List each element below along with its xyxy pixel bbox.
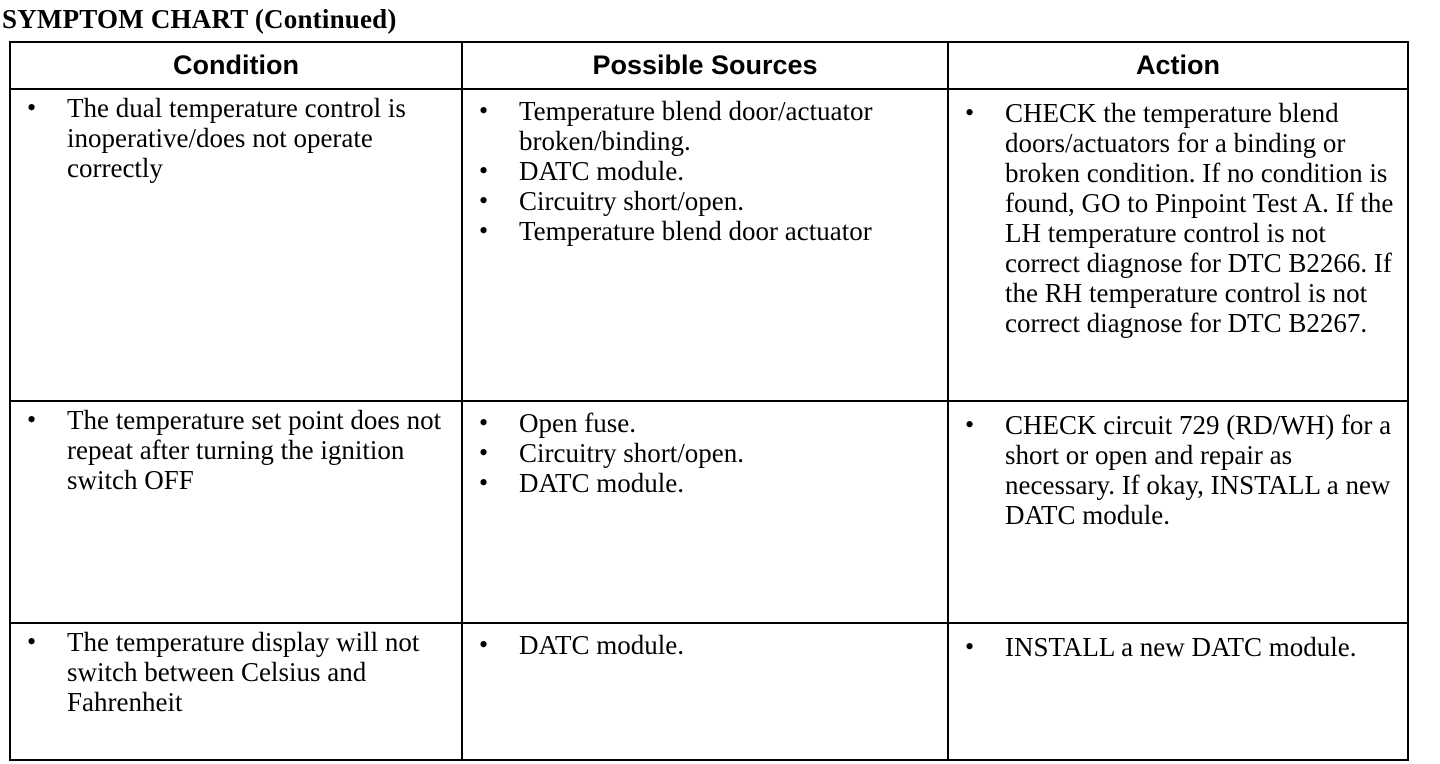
action-cell	[948, 623, 1408, 760]
list-item: • DATC module.	[519, 468, 939, 498]
header-possible-sources: Possible Sources	[462, 42, 948, 89]
list-item: • CHECK the temperature blend doors/actuators for a binding or broken condition. If no condition is found, GO to Pinpoint Test A. If the LH temperature control is not correct diagnose for DTC B2266. If the RH temperature control is not correct diagnose for DTC B2267.	[1005, 98, 1399, 338]
list-item: • DATC module.	[519, 630, 939, 660]
action-cell	[948, 89, 1408, 401]
list-item: • Circuitry short/open.	[519, 186, 939, 216]
list-item: • DATC module.	[519, 156, 939, 186]
action-list	[949, 90, 1407, 338]
sources-list	[463, 402, 947, 498]
header-row	[10, 42, 1408, 89]
condition-cell	[10, 623, 462, 760]
list-item: • The temperature set point does not repeat after turning the ignition switch OFF	[67, 405, 453, 495]
condition-list	[11, 402, 461, 495]
condition-list	[11, 90, 461, 183]
symptom-chart-table	[9, 41, 1409, 761]
list-item: • Temperature blend door actuator	[519, 216, 939, 246]
chart-title: SYMPTOM CHART (Continued)	[2, 4, 397, 34]
header-action: Action	[948, 42, 1408, 89]
action-list	[949, 624, 1407, 662]
list-item: • INSTALL a new DATC module.	[1005, 632, 1399, 662]
list-item: • The dual temperature control is inoperative/does not operate correctly	[67, 93, 453, 183]
list-item: • Circuitry short/open.	[519, 438, 939, 468]
table-row	[10, 401, 1408, 623]
list-item: • The temperature display will not switch between Celsius and Fahrenheit	[67, 627, 453, 717]
condition-list	[11, 624, 461, 717]
sources-list	[463, 624, 947, 660]
sources-cell	[462, 89, 948, 401]
action-list	[949, 402, 1407, 530]
list-item: • Temperature blend door/actuator broken/binding.	[519, 96, 939, 156]
table-row	[10, 89, 1408, 401]
list-item: • Open fuse.	[519, 408, 939, 438]
sources-cell	[462, 401, 948, 623]
action-cell	[948, 401, 1408, 623]
list-item: • CHECK circuit 729 (RD/WH) for a short or open and repair as necessary. If okay, INSTALL a new DATC module.	[1005, 410, 1399, 530]
condition-cell	[10, 89, 462, 401]
table-row	[10, 623, 1408, 760]
sources-list	[463, 90, 947, 246]
condition-cell	[10, 401, 462, 623]
sources-cell	[462, 623, 948, 760]
header-condition: Condition	[10, 42, 462, 89]
